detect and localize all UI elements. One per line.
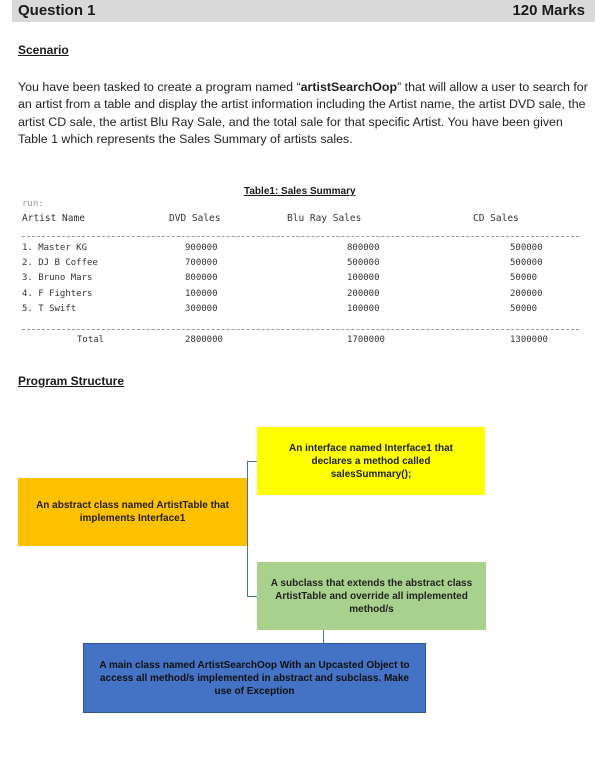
- scenario-paragraph: [18, 79, 590, 149]
- table-cell: 100000: [347, 304, 380, 314]
- table-cell: 500000: [510, 243, 543, 253]
- connector-vertical: [247, 461, 248, 597]
- table-cell: 5. T Swift: [22, 304, 77, 314]
- table-cell: 200000: [347, 289, 380, 299]
- subclass-box: A subclass that extends the abstract class ArtistTable and override all implemented method/s: [257, 562, 486, 630]
- connector-to-subclass: [247, 596, 257, 597]
- question-marks: 120 Marks: [512, 2, 585, 19]
- run-label: run:: [22, 199, 44, 209]
- connector-to-main: [323, 630, 324, 643]
- interface-box: An interface named Interface1 that declares a method called salesSummary();: [257, 427, 485, 495]
- question-title: Question 1: [18, 2, 96, 19]
- header-cd-sales: CD Sales: [473, 213, 519, 224]
- table-cell: 200000: [510, 289, 543, 299]
- table-cell: 50000: [510, 273, 538, 283]
- table-cell: 100000: [185, 289, 218, 299]
- header-bluray-sales: Blu Ray Sales: [287, 213, 362, 224]
- table-cell: 3. Bruno Mars: [22, 273, 93, 283]
- table-cell: 300000: [185, 304, 218, 314]
- scenario-heading: Scenario: [18, 43, 69, 57]
- header-dvd-sales: DVD Sales: [169, 213, 221, 224]
- table-divider-top: [22, 236, 579, 237]
- abstract-class-box: An abstract class named ArtistTable that implements Interface1: [18, 478, 247, 546]
- table-cell: 800000: [347, 243, 380, 253]
- table-cell: 100000: [347, 273, 380, 283]
- structure-heading: Program Structure: [18, 374, 125, 388]
- total-label: Total: [77, 335, 105, 345]
- program-name: artistSearchOop: [300, 80, 398, 94]
- question-header-bar: [12, 0, 595, 22]
- table-cell: 2. DJ B Coffee: [22, 258, 98, 268]
- scenario-text-after: ” that will allow a user to search for an artist from a table and display the artist information including the Artist name, the artist DVD sale, the artist CD sale, the artist Blu Ray Sale, and the total sale for that specific Artist. You have been given Table 1 which represents the Sales Summary of artists sales.: [18, 80, 588, 147]
- table-cell: 50000: [510, 304, 538, 314]
- scenario-text-before: You have been tasked to create a program named “: [18, 80, 301, 94]
- table-cell: 1. Master KG: [22, 243, 88, 253]
- main-class-box: A main class named ArtistSearchOop With an Upcasted Object to access all method/s implemented in abstract and subclass. Make use of Exception: [83, 643, 426, 713]
- table-divider-bottom: [22, 329, 579, 330]
- table-cell: 800000: [185, 273, 218, 283]
- total-dvd: 2800000: [185, 335, 223, 345]
- table-cell: 500000: [347, 258, 380, 268]
- table-cell: 900000: [185, 243, 218, 253]
- table-cell: 500000: [510, 258, 543, 268]
- total-cd: 1300000: [510, 335, 548, 345]
- total-bluray: 1700000: [347, 335, 385, 345]
- header-artist-name: Artist Name: [22, 213, 85, 224]
- table-cell: 700000: [185, 258, 218, 268]
- table-title: Table1: Sales Summary: [244, 186, 356, 197]
- table-cell: 4. F Fighters: [22, 289, 93, 299]
- connector-to-interface: [247, 461, 257, 462]
